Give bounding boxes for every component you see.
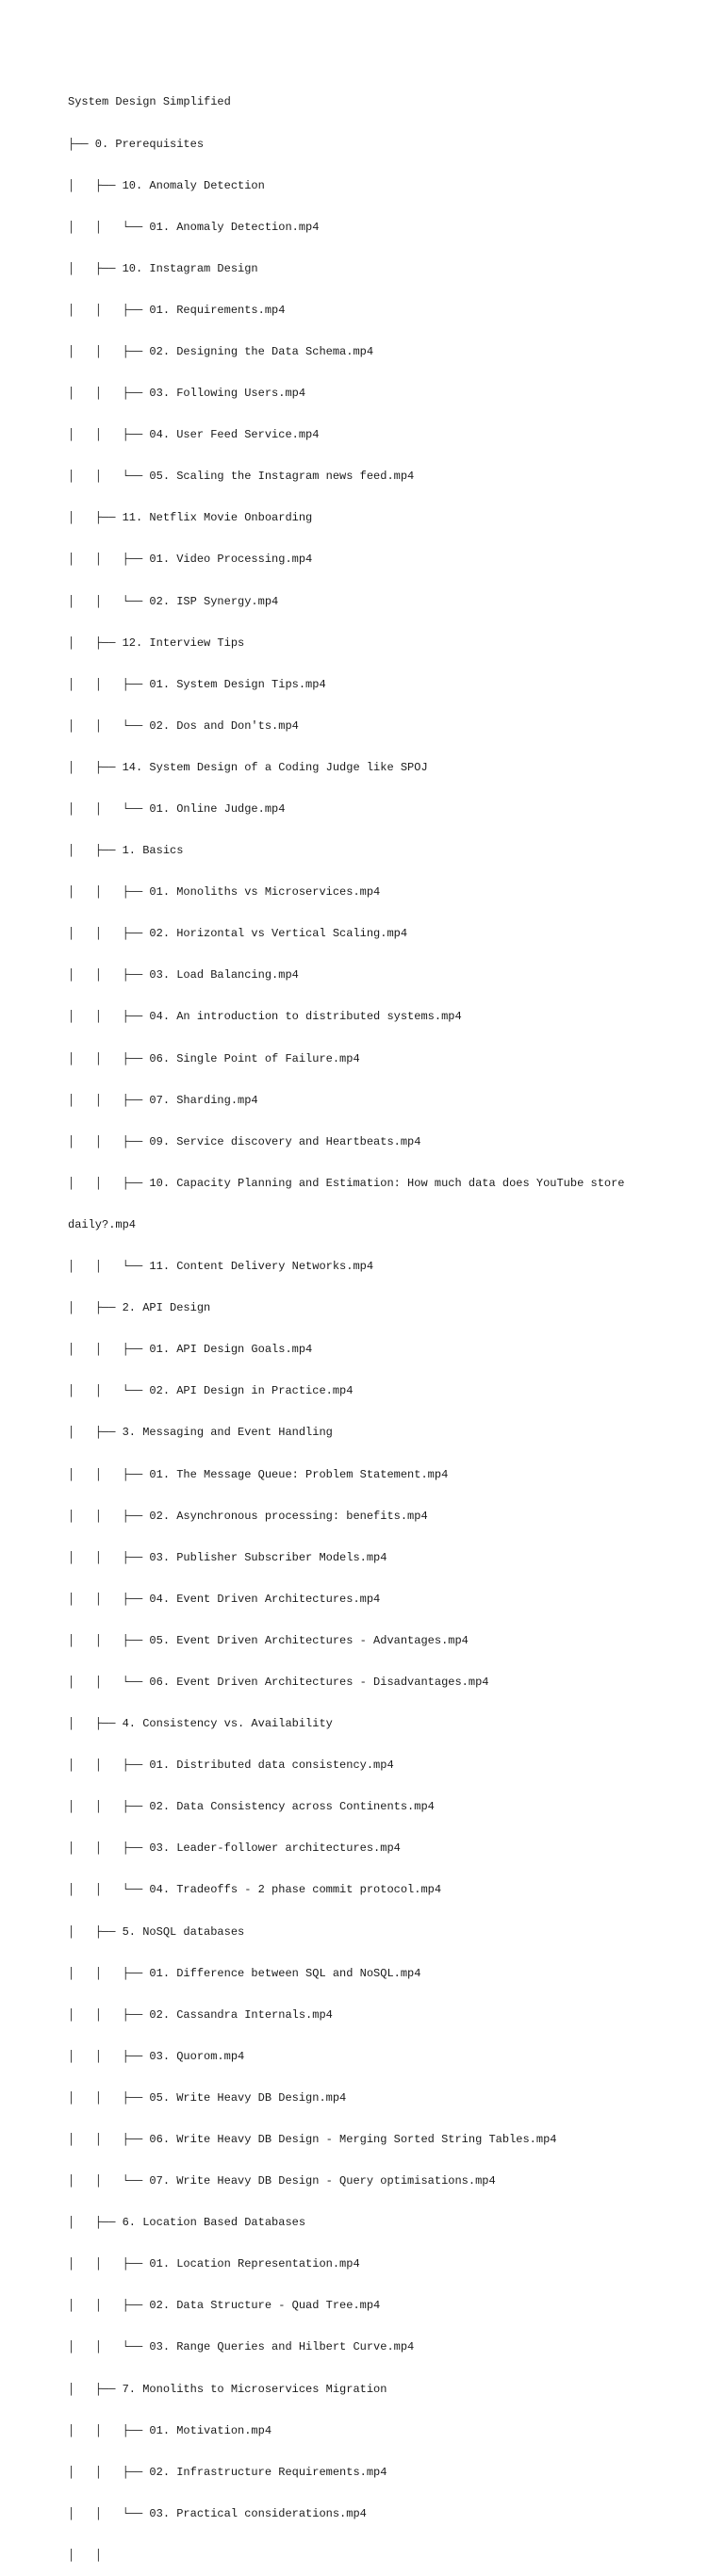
tree-file-line: │ │ ├── 10. Capacity Planning and Estimation: How much data does YouTube store <box>68 1176 625 1190</box>
tree-folder-line: │ ├── 11. Netflix Movie Onboarding <box>68 511 313 525</box>
tree-connector-line: │ │ <box>68 2548 103 2562</box>
tree-file-line: │ │ ├── 02. Horizontal vs Vertical Scaling.mp4 <box>68 927 408 941</box>
tree-file-line: │ │ └── 03. Range Queries and Hilbert Curve.mp4 <box>68 2340 415 2354</box>
tree-file-line: │ │ ├── 01. Distributed data consistency.mp4 <box>68 1759 394 1773</box>
tree-folder-line: │ ├── 4. Consistency vs. Availability <box>68 1717 333 1731</box>
tree-file-line: │ │ └── 06. Event Driven Architectures - Disadvantages.mp4 <box>68 1675 489 1689</box>
tree-file-line: │ │ └── 11. Content Delivery Networks.mp4 <box>68 1260 374 1274</box>
tree-file-line: │ │ ├── 05. Write Heavy DB Design.mp4 <box>68 2090 347 2105</box>
tree-folder-line: │ ├── 12. Interview Tips <box>68 636 245 650</box>
tree-file-line: │ │ └── 02. API Design in Practice.mp4 <box>68 1384 354 1398</box>
tree-file-line: │ │ ├── 03. Publisher Subscriber Models.mp4 <box>68 1550 387 1564</box>
tree-file-line: │ │ └── 07. Write Heavy DB Design - Query optimisations.mp4 <box>68 2174 496 2188</box>
tree-file-line: │ │ └── 04. Tradeoffs - 2 phase commit protocol.mp4 <box>68 1883 442 1897</box>
tree-folder-line: │ ├── 10. Instagram Design <box>68 261 258 275</box>
tree-file-line: │ │ └── 05. Scaling the Instagram news feed.mp4 <box>68 470 415 484</box>
tree-file-line: │ │ ├── 05. Event Driven Architectures - Advantages.mp4 <box>68 1633 469 1647</box>
tree-file-line: │ │ ├── 04. Event Driven Architectures.mp4 <box>68 1592 381 1606</box>
tree-file-line: │ │ ├── 06. Single Point of Failure.mp4 <box>68 1051 360 1065</box>
tree-file-line: │ │ ├── 02. Asynchronous processing: benefits.mp4 <box>68 1509 428 1523</box>
tree-file-line: │ │ ├── 04. An introduction to distributed systems.mp4 <box>68 1010 462 1024</box>
tree-file-line: │ │ ├── 01. Video Processing.mp4 <box>68 553 313 567</box>
tree-root-title: System Design Simplified <box>68 95 231 109</box>
tree-file-line: │ │ ├── 03. Following Users.mp4 <box>68 387 306 401</box>
tree-file-line: │ │ ├── 09. Service discovery and Heartbeats.mp4 <box>68 1134 421 1148</box>
tree-folder-line: │ ├── 3. Messaging and Event Handling <box>68 1426 333 1440</box>
tree-file-line: │ │ ├── 01. Motivation.mp4 <box>68 2423 272 2437</box>
tree-folder-line: │ ├── 1. Basics <box>68 844 184 858</box>
tree-file-line: │ │ ├── 03. Leader-follower architectures.mp4 <box>68 1841 401 1856</box>
tree-file-line: │ │ └── 01. Online Judge.mp4 <box>68 802 286 816</box>
tree-file-line: │ │ └── 02. ISP Synergy.mp4 <box>68 594 279 608</box>
tree-file-line: │ │ ├── 01. Difference between SQL and NoSQL.mp4 <box>68 1966 421 1980</box>
tree-file-line: │ │ ├── 01. Requirements.mp4 <box>68 303 286 317</box>
tree-file-line: │ │ ├── 01. The Message Queue: Problem Statement.mp4 <box>68 1467 449 1481</box>
tree-folder-line: │ ├── 10. Anomaly Detection <box>68 178 265 192</box>
tree-file-line: │ │ ├── 01. System Design Tips.mp4 <box>68 677 326 691</box>
tree-file-line: │ │ ├── 01. API Design Goals.mp4 <box>68 1343 313 1357</box>
directory-tree <box>68 68 709 2576</box>
tree-folder-line: │ ├── 7. Monoliths to Microservices Migration <box>68 2382 387 2396</box>
tree-file-line: │ │ ├── 02. Data Consistency across Continents.mp4 <box>68 1800 435 1814</box>
tree-folder-line: │ ├── 2. API Design <box>68 1301 211 1315</box>
tree-file-line: │ │ ├── 02. Data Structure - Quad Tree.mp4 <box>68 2299 381 2313</box>
tree-file-line: │ │ ├── 03. Load Balancing.mp4 <box>68 968 299 983</box>
tree-file-line: │ │ ├── 06. Write Heavy DB Design - Merging Sorted String Tables.mp4 <box>68 2133 557 2146</box>
tree-file-line: │ │ ├── 01. Location Representation.mp4 <box>68 2257 360 2271</box>
tree-file-line: │ │ ├── 07. Sharding.mp4 <box>68 1093 258 1107</box>
tree-folder-line: │ ├── 6. Location Based Databases <box>68 2216 306 2230</box>
tree-file-line: │ │ ├── 02. Cassandra Internals.mp4 <box>68 2007 333 2022</box>
tree-file-line: │ │ └── 03. Practical considerations.mp4 <box>68 2506 367 2520</box>
tree-file-line: │ │ ├── 02. Designing the Data Schema.mp4 <box>68 344 374 358</box>
tree-file-line: │ │ ├── 03. Quorom.mp4 <box>68 2049 245 2063</box>
tree-file-line: │ │ └── 01. Anomaly Detection.mp4 <box>68 220 320 234</box>
tree-file-line-wrap: daily?.mp4 <box>68 1217 137 1231</box>
tree-folder-line: │ ├── 14. System Design of a Coding Judge like SPOJ <box>68 760 428 774</box>
tree-file-line: │ │ ├── 01. Monoliths vs Microservices.mp4 <box>68 885 381 900</box>
tree-folder-line: │ ├── 5. NoSQL databases <box>68 1924 245 1939</box>
tree-file-line: │ │ ├── 04. User Feed Service.mp4 <box>68 428 320 442</box>
tree-folder-line: ├── 0. Prerequisites <box>68 137 205 151</box>
tree-file-line: │ │ └── 02. Dos and Don'ts.mp4 <box>68 718 299 733</box>
tree-file-line: │ │ ├── 02. Infrastructure Requirements.mp4 <box>68 2465 387 2479</box>
